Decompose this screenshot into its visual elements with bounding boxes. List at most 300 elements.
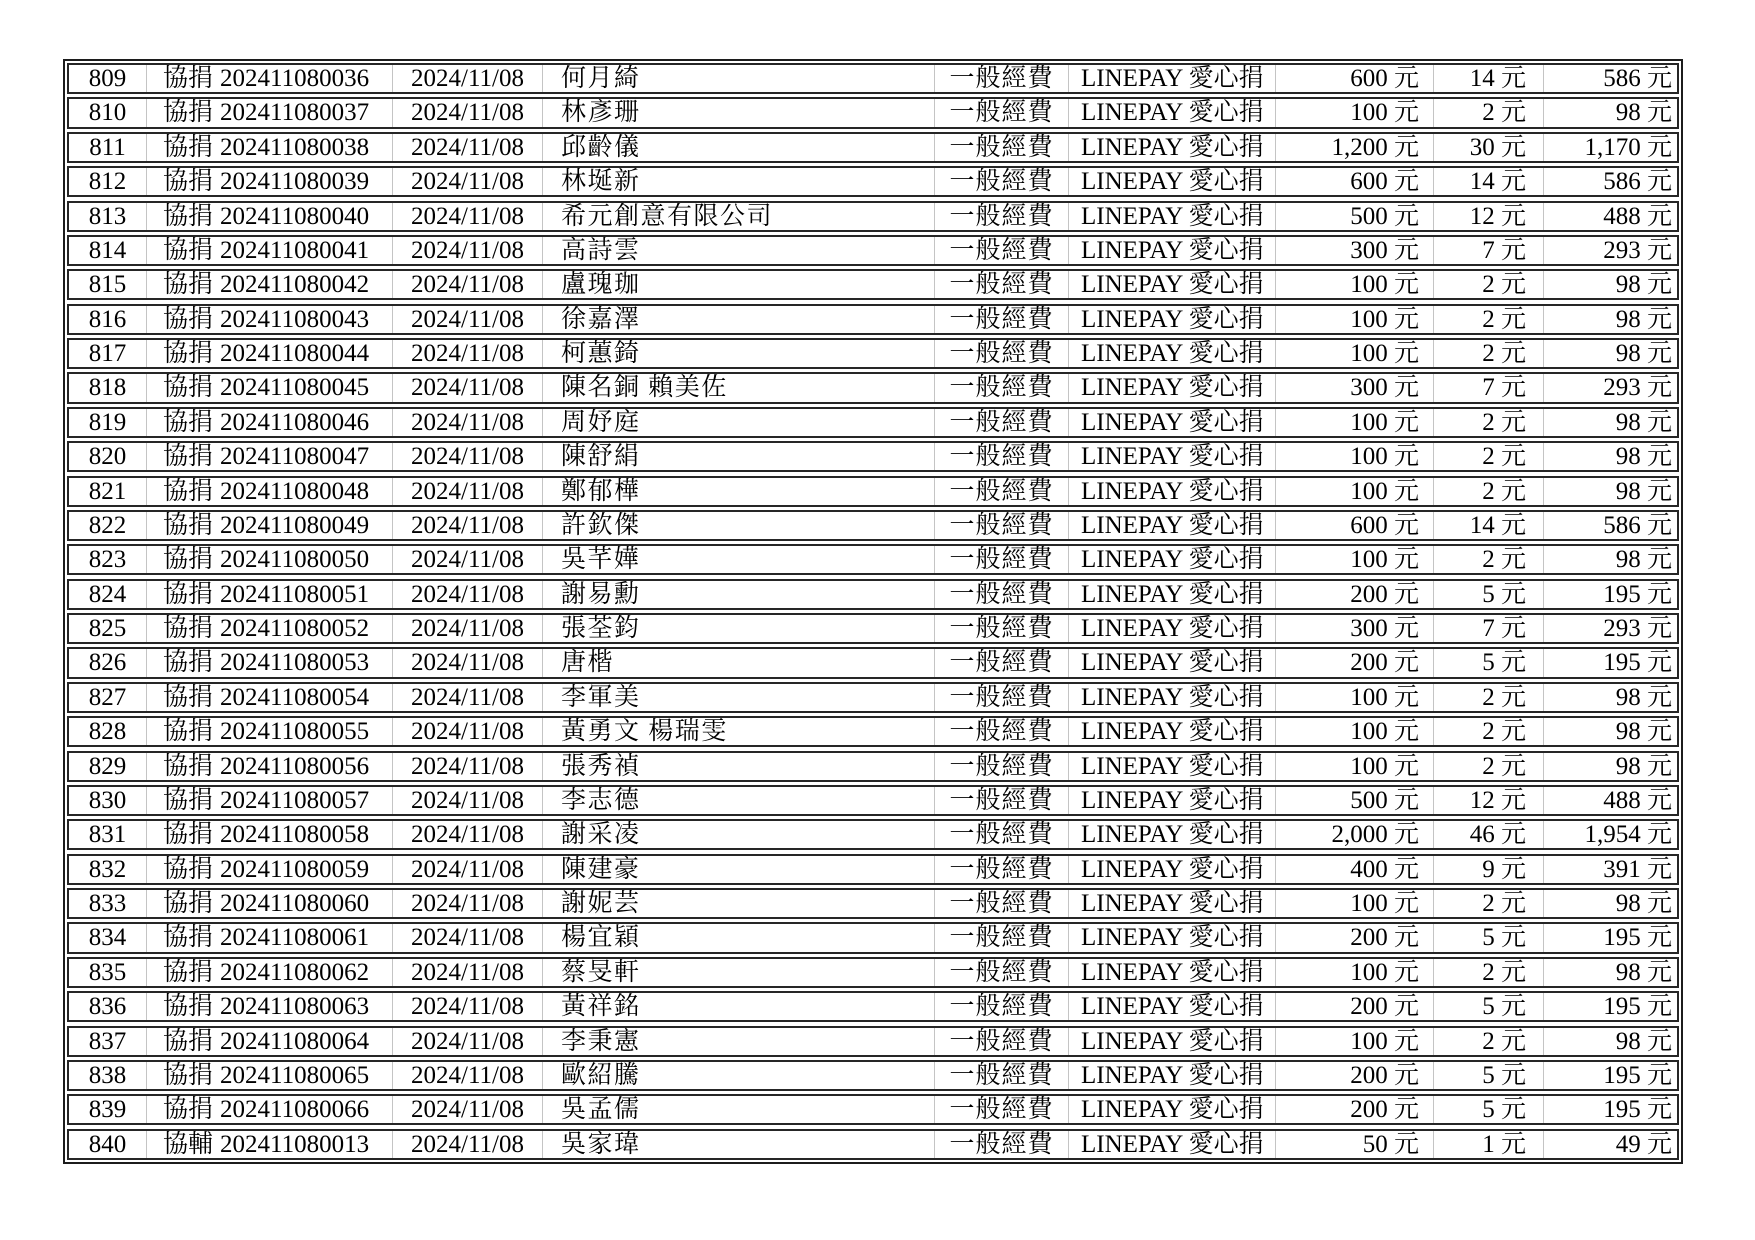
table-row xyxy=(67,338,1679,369)
cell-donor-name: 張秀禎 xyxy=(542,753,934,780)
receipt-id: 202411080053 xyxy=(220,649,370,677)
cell-receipt xyxy=(146,340,392,367)
cell-donation-channel: LINEPAY 愛心捐 xyxy=(1068,168,1275,195)
table-row xyxy=(67,922,1679,953)
receipt-type: 協捐 xyxy=(163,580,214,608)
cell-fund-type: 一般經費 xyxy=(934,684,1068,711)
table-row xyxy=(67,476,1679,507)
table-row xyxy=(67,716,1679,747)
cell-donation-channel: LINEPAY 愛心捐 xyxy=(1068,65,1275,92)
cell-donation-channel: LINEPAY 愛心捐 xyxy=(1068,821,1275,848)
cell-fee: 9 元 xyxy=(1433,856,1543,883)
receipt-id: 202411080054 xyxy=(220,683,370,711)
cell-receipt xyxy=(146,1131,392,1158)
cell-fee: 5 元 xyxy=(1433,649,1543,676)
receipt-id: 202411080052 xyxy=(220,615,370,643)
cell-amount: 400 元 xyxy=(1275,856,1433,883)
receipt-type: 協捐 xyxy=(163,99,214,127)
cell-donation-channel: LINEPAY 愛心捐 xyxy=(1068,890,1275,917)
receipt-id: 202411080036 xyxy=(220,65,370,93)
cell-net-amount: 586 元 xyxy=(1543,512,1677,539)
cell-receipt xyxy=(146,649,392,676)
table-row xyxy=(67,854,1679,885)
receipt-id: 202411080046 xyxy=(220,408,370,436)
table-row xyxy=(67,1094,1679,1125)
cell-receipt xyxy=(146,306,392,333)
cell-receipt xyxy=(146,134,392,161)
cell-amount: 500 元 xyxy=(1275,203,1433,230)
cell-amount: 100 元 xyxy=(1275,1028,1433,1055)
receipt-type: 協捐 xyxy=(163,1096,214,1124)
cell-date: 2024/11/08 xyxy=(392,237,542,264)
cell-fee: 7 元 xyxy=(1433,374,1543,401)
cell-donor-name: 謝易勳 xyxy=(542,581,934,608)
cell-date: 2024/11/08 xyxy=(392,409,542,436)
cell-net-amount: 293 元 xyxy=(1543,615,1677,642)
cell-fund-type: 一般經費 xyxy=(934,134,1068,161)
cell-donation-channel: LINEPAY 愛心捐 xyxy=(1068,443,1275,470)
cell-fee: 2 元 xyxy=(1433,546,1543,573)
cell-net-amount: 98 元 xyxy=(1543,1028,1677,1055)
cell-receipt xyxy=(146,890,392,917)
cell-fee: 2 元 xyxy=(1433,409,1543,436)
cell-row-number: 836 xyxy=(88,993,127,1021)
cell-date: 2024/11/08 xyxy=(392,478,542,505)
cell-donor-name: 高詩雲 xyxy=(542,237,934,264)
receipt-type: 協捐 xyxy=(163,924,214,952)
cell-fund-type: 一般經費 xyxy=(934,649,1068,676)
cell-amount: 1,200 元 xyxy=(1275,134,1433,161)
cell-row-number: 838 xyxy=(88,1061,127,1089)
cell-amount: 300 元 xyxy=(1275,374,1433,401)
cell-net-amount: 98 元 xyxy=(1543,753,1677,780)
cell-receipt xyxy=(146,512,392,539)
cell-date: 2024/11/08 xyxy=(392,306,542,333)
cell-fee: 12 元 xyxy=(1433,203,1543,230)
cell-fund-type: 一般經費 xyxy=(934,443,1068,470)
cell-date: 2024/11/08 xyxy=(392,890,542,917)
cell-receipt xyxy=(146,993,392,1020)
cell-date: 2024/11/08 xyxy=(392,134,542,161)
cell-donor-name: 謝妮芸 xyxy=(542,890,934,917)
cell-receipt xyxy=(146,65,392,92)
cell-date: 2024/11/08 xyxy=(392,718,542,745)
cell-fund-type: 一般經費 xyxy=(934,168,1068,195)
table-row xyxy=(67,63,1679,94)
cell-row-number: 814 xyxy=(88,236,127,264)
cell-row-number: 835 xyxy=(88,958,127,986)
cell-fee: 14 元 xyxy=(1433,512,1543,539)
cell-receipt xyxy=(146,959,392,986)
cell-amount: 200 元 xyxy=(1275,993,1433,1020)
receipt-id: 202411080062 xyxy=(220,958,370,986)
receipt-type: 協捐 xyxy=(163,855,214,883)
receipt-id: 202411080039 xyxy=(220,168,370,196)
cell-fund-type: 一般經費 xyxy=(934,1096,1068,1123)
table-row xyxy=(67,1060,1679,1091)
table-row xyxy=(67,819,1679,850)
cell-fund-type: 一般經費 xyxy=(934,753,1068,780)
cell-amount: 200 元 xyxy=(1275,1062,1433,1089)
receipt-id: 202411080043 xyxy=(220,305,370,333)
cell-donation-channel: LINEPAY 愛心捐 xyxy=(1068,649,1275,676)
cell-donor-name: 張荃鈞 xyxy=(542,615,934,642)
receipt-id: 202411080045 xyxy=(220,374,370,402)
cell-date: 2024/11/08 xyxy=(392,546,542,573)
cell-row-number: 831 xyxy=(88,821,127,849)
cell-donor-name: 吳家瑋 xyxy=(542,1131,934,1158)
cell-fee: 12 元 xyxy=(1433,787,1543,814)
cell-date: 2024/11/08 xyxy=(392,1131,542,1158)
cell-receipt xyxy=(146,718,392,745)
table-row xyxy=(67,613,1679,644)
cell-fund-type: 一般經費 xyxy=(934,856,1068,883)
cell-net-amount: 195 元 xyxy=(1543,924,1677,951)
cell-donor-name: 陳名銅 賴美佐 xyxy=(542,374,934,401)
table-row xyxy=(67,269,1679,300)
receipt-type: 協捐 xyxy=(163,65,214,93)
receipt-type: 協捐 xyxy=(163,1027,214,1055)
cell-fund-type: 一般經費 xyxy=(934,890,1068,917)
cell-amount: 300 元 xyxy=(1275,237,1433,264)
cell-receipt xyxy=(146,1062,392,1089)
cell-fund-type: 一般經費 xyxy=(934,924,1068,951)
cell-donor-name: 歐紹騰 xyxy=(542,1062,934,1089)
cell-receipt xyxy=(146,478,392,505)
cell-donation-channel: LINEPAY 愛心捐 xyxy=(1068,718,1275,745)
cell-amount: 200 元 xyxy=(1275,924,1433,951)
cell-donation-channel: LINEPAY 愛心捐 xyxy=(1068,684,1275,711)
cell-donor-name: 林埏新 xyxy=(542,168,934,195)
cell-amount: 600 元 xyxy=(1275,65,1433,92)
cell-receipt xyxy=(146,99,392,126)
cell-fee: 5 元 xyxy=(1433,924,1543,951)
receipt-type: 協捐 xyxy=(163,133,214,161)
cell-net-amount: 488 元 xyxy=(1543,787,1677,814)
cell-row-number: 811 xyxy=(89,133,126,161)
table-row xyxy=(67,579,1679,610)
cell-net-amount: 98 元 xyxy=(1543,340,1677,367)
cell-date: 2024/11/08 xyxy=(392,959,542,986)
receipt-type: 協捐 xyxy=(163,202,214,230)
receipt-type: 協捐 xyxy=(163,546,214,574)
cell-donor-name: 楊宜穎 xyxy=(542,924,934,951)
receipt-type: 協捐 xyxy=(163,958,214,986)
cell-amount: 100 元 xyxy=(1275,546,1433,573)
cell-row-number: 837 xyxy=(88,1027,127,1055)
cell-row-number: 819 xyxy=(88,408,127,436)
table-row xyxy=(67,441,1679,472)
cell-row-number: 816 xyxy=(88,305,127,333)
cell-receipt xyxy=(146,168,392,195)
cell-date: 2024/11/08 xyxy=(392,649,542,676)
cell-date: 2024/11/08 xyxy=(392,512,542,539)
table-row xyxy=(67,166,1679,197)
cell-donor-name: 李秉憲 xyxy=(542,1028,934,1055)
cell-row-number: 830 xyxy=(88,786,127,814)
cell-amount: 100 元 xyxy=(1275,890,1433,917)
receipt-type: 協捐 xyxy=(163,511,214,539)
receipt-id: 202411080060 xyxy=(220,890,370,918)
table-row xyxy=(67,751,1679,782)
cell-donor-name: 鄭郁樺 xyxy=(542,478,934,505)
cell-donation-channel: LINEPAY 愛心捐 xyxy=(1068,237,1275,264)
cell-net-amount: 488 元 xyxy=(1543,203,1677,230)
cell-donation-channel: LINEPAY 愛心捐 xyxy=(1068,856,1275,883)
cell-net-amount: 98 元 xyxy=(1543,546,1677,573)
receipt-type: 協輔 xyxy=(163,1130,214,1158)
table-row xyxy=(67,304,1679,335)
receipt-id: 202411080048 xyxy=(220,477,370,505)
cell-fund-type: 一般經費 xyxy=(934,581,1068,608)
cell-row-number: 815 xyxy=(88,271,127,299)
cell-net-amount: 98 元 xyxy=(1543,959,1677,986)
cell-amount: 100 元 xyxy=(1275,959,1433,986)
cell-donation-channel: LINEPAY 愛心捐 xyxy=(1068,959,1275,986)
receipt-type: 協捐 xyxy=(163,821,214,849)
receipt-type: 協捐 xyxy=(163,408,214,436)
cell-fee: 46 元 xyxy=(1433,821,1543,848)
cell-donor-name: 希元創意有限公司 xyxy=(542,203,934,230)
cell-row-number: 833 xyxy=(88,890,127,918)
receipt-type: 協捐 xyxy=(163,718,214,746)
cell-fee: 2 元 xyxy=(1433,890,1543,917)
cell-net-amount: 586 元 xyxy=(1543,65,1677,92)
cell-date: 2024/11/08 xyxy=(392,787,542,814)
cell-receipt xyxy=(146,443,392,470)
table-row xyxy=(67,785,1679,816)
cell-row-number: 827 xyxy=(88,683,127,711)
cell-date: 2024/11/08 xyxy=(392,374,542,401)
cell-fee: 2 元 xyxy=(1433,959,1543,986)
cell-amount: 300 元 xyxy=(1275,615,1433,642)
cell-row-number: 812 xyxy=(88,168,127,196)
cell-date: 2024/11/08 xyxy=(392,615,542,642)
cell-donation-channel: LINEPAY 愛心捐 xyxy=(1068,271,1275,298)
cell-fund-type: 一般經費 xyxy=(934,1131,1068,1158)
cell-fund-type: 一般經費 xyxy=(934,340,1068,367)
table-row xyxy=(67,682,1679,713)
cell-receipt xyxy=(146,1096,392,1123)
receipt-type: 協捐 xyxy=(163,649,214,677)
cell-net-amount: 1,954 元 xyxy=(1543,821,1677,848)
cell-receipt xyxy=(146,821,392,848)
cell-amount: 200 元 xyxy=(1275,1096,1433,1123)
cell-net-amount: 195 元 xyxy=(1543,993,1677,1020)
receipt-type: 協捐 xyxy=(163,1061,214,1089)
receipt-type: 協捐 xyxy=(163,271,214,299)
cell-fund-type: 一般經費 xyxy=(934,512,1068,539)
table-row xyxy=(67,888,1679,919)
cell-amount: 2,000 元 xyxy=(1275,821,1433,848)
table-row xyxy=(67,372,1679,403)
receipt-type: 協捐 xyxy=(163,236,214,264)
cell-amount: 100 元 xyxy=(1275,306,1433,333)
cell-donor-name: 周妤庭 xyxy=(542,409,934,436)
cell-amount: 100 元 xyxy=(1275,684,1433,711)
cell-fee: 2 元 xyxy=(1433,340,1543,367)
cell-net-amount: 293 元 xyxy=(1543,374,1677,401)
receipt-id: 202411080038 xyxy=(220,133,370,161)
cell-donation-channel: LINEPAY 愛心捐 xyxy=(1068,134,1275,161)
cell-net-amount: 98 元 xyxy=(1543,718,1677,745)
receipt-id: 202411080061 xyxy=(220,924,370,952)
cell-fee: 7 元 xyxy=(1433,237,1543,264)
cell-net-amount: 98 元 xyxy=(1543,99,1677,126)
receipt-type: 協捐 xyxy=(163,993,214,1021)
cell-donation-channel: LINEPAY 愛心捐 xyxy=(1068,374,1275,401)
cell-row-number: 822 xyxy=(88,511,127,539)
cell-donation-channel: LINEPAY 愛心捐 xyxy=(1068,546,1275,573)
cell-receipt xyxy=(146,409,392,436)
cell-amount: 100 元 xyxy=(1275,443,1433,470)
cell-donation-channel: LINEPAY 愛心捐 xyxy=(1068,1131,1275,1158)
receipt-type: 協捐 xyxy=(163,890,214,918)
cell-fund-type: 一般經費 xyxy=(934,615,1068,642)
receipt-id: 202411080055 xyxy=(220,718,370,746)
cell-date: 2024/11/08 xyxy=(392,99,542,126)
cell-fee: 2 元 xyxy=(1433,99,1543,126)
cell-fund-type: 一般經費 xyxy=(934,1062,1068,1089)
cell-receipt xyxy=(146,856,392,883)
cell-fund-type: 一般經費 xyxy=(934,237,1068,264)
cell-donor-name: 李軍美 xyxy=(542,684,934,711)
cell-fund-type: 一般經費 xyxy=(934,409,1068,436)
table-row xyxy=(67,991,1679,1022)
cell-net-amount: 1,170 元 xyxy=(1543,134,1677,161)
cell-receipt xyxy=(146,546,392,573)
cell-net-amount: 195 元 xyxy=(1543,1062,1677,1089)
receipt-type: 協捐 xyxy=(163,786,214,814)
cell-amount: 100 元 xyxy=(1275,340,1433,367)
cell-donor-name: 徐嘉澤 xyxy=(542,306,934,333)
cell-fund-type: 一般經費 xyxy=(934,374,1068,401)
cell-donor-name: 盧瑰珈 xyxy=(542,271,934,298)
receipt-id: 202411080064 xyxy=(220,1027,370,1055)
receipt-id: 202411080051 xyxy=(220,580,370,608)
receipt-id: 202411080059 xyxy=(220,855,370,883)
receipt-type: 協捐 xyxy=(163,443,214,471)
cell-net-amount: 98 元 xyxy=(1543,271,1677,298)
cell-donor-name: 謝采凌 xyxy=(542,821,934,848)
cell-donor-name: 林彥珊 xyxy=(542,99,934,126)
cell-row-number: 839 xyxy=(88,1096,127,1124)
cell-date: 2024/11/08 xyxy=(392,684,542,711)
receipt-type: 協捐 xyxy=(163,374,214,402)
cell-row-number: 821 xyxy=(88,477,127,505)
cell-receipt xyxy=(146,753,392,780)
cell-fee: 2 元 xyxy=(1433,718,1543,745)
cell-receipt xyxy=(146,615,392,642)
cell-donor-name: 何月綺 xyxy=(542,65,934,92)
cell-date: 2024/11/08 xyxy=(392,581,542,608)
cell-amount: 100 元 xyxy=(1275,271,1433,298)
table-row xyxy=(67,132,1679,163)
receipt-id: 202411080037 xyxy=(220,99,370,127)
cell-receipt xyxy=(146,581,392,608)
table-row xyxy=(67,647,1679,678)
cell-receipt xyxy=(146,787,392,814)
cell-donor-name: 蔡旻軒 xyxy=(542,959,934,986)
cell-fund-type: 一般經費 xyxy=(934,65,1068,92)
cell-donor-name: 許欽傑 xyxy=(542,512,934,539)
cell-net-amount: 98 元 xyxy=(1543,684,1677,711)
cell-date: 2024/11/08 xyxy=(392,65,542,92)
cell-receipt xyxy=(146,203,392,230)
cell-fund-type: 一般經費 xyxy=(934,993,1068,1020)
cell-fund-type: 一般經費 xyxy=(934,959,1068,986)
cell-donor-name: 黃勇文 楊瑞雯 xyxy=(542,718,934,745)
cell-donation-channel: LINEPAY 愛心捐 xyxy=(1068,1062,1275,1089)
cell-date: 2024/11/08 xyxy=(392,1062,542,1089)
table-row xyxy=(67,407,1679,438)
cell-net-amount: 98 元 xyxy=(1543,443,1677,470)
cell-net-amount: 293 元 xyxy=(1543,237,1677,264)
receipt-id: 202411080044 xyxy=(220,340,370,368)
cell-fee: 30 元 xyxy=(1433,134,1543,161)
cell-date: 2024/11/08 xyxy=(392,821,542,848)
cell-net-amount: 195 元 xyxy=(1543,581,1677,608)
cell-net-amount: 98 元 xyxy=(1543,890,1677,917)
cell-donor-name: 陳舒絹 xyxy=(542,443,934,470)
cell-fee: 5 元 xyxy=(1433,1096,1543,1123)
cell-fee: 2 元 xyxy=(1433,271,1543,298)
cell-donation-channel: LINEPAY 愛心捐 xyxy=(1068,924,1275,951)
cell-fee: 14 元 xyxy=(1433,65,1543,92)
cell-donation-channel: LINEPAY 愛心捐 xyxy=(1068,306,1275,333)
table-row xyxy=(67,510,1679,541)
table-row xyxy=(67,1026,1679,1057)
receipt-id: 202411080013 xyxy=(220,1130,370,1158)
cell-date: 2024/11/08 xyxy=(392,856,542,883)
table-row xyxy=(67,235,1679,266)
cell-date: 2024/11/08 xyxy=(392,443,542,470)
receipt-id: 202411080047 xyxy=(220,443,370,471)
cell-fund-type: 一般經費 xyxy=(934,306,1068,333)
cell-donor-name: 黃祥銘 xyxy=(542,993,934,1020)
receipt-id: 202411080056 xyxy=(220,752,370,780)
cell-donation-channel: LINEPAY 愛心捐 xyxy=(1068,581,1275,608)
receipt-type: 協捐 xyxy=(163,615,214,643)
cell-fund-type: 一般經費 xyxy=(934,787,1068,814)
cell-amount: 200 元 xyxy=(1275,581,1433,608)
receipt-id: 202411080065 xyxy=(220,1061,370,1089)
cell-fee: 2 元 xyxy=(1433,478,1543,505)
receipt-id: 202411080050 xyxy=(220,546,370,574)
cell-receipt xyxy=(146,924,392,951)
receipt-type: 協捐 xyxy=(163,477,214,505)
cell-date: 2024/11/08 xyxy=(392,340,542,367)
cell-row-number: 825 xyxy=(88,615,127,643)
cell-row-number: 818 xyxy=(88,374,127,402)
cell-date: 2024/11/08 xyxy=(392,1096,542,1123)
cell-row-number: 824 xyxy=(88,580,127,608)
cell-donor-name: 吳孟儒 xyxy=(542,1096,934,1123)
cell-fee: 2 元 xyxy=(1433,753,1543,780)
cell-donor-name: 柯蕙錡 xyxy=(542,340,934,367)
cell-fund-type: 一般經費 xyxy=(934,1028,1068,1055)
cell-donation-channel: LINEPAY 愛心捐 xyxy=(1068,1028,1275,1055)
receipt-type: 協捐 xyxy=(163,168,214,196)
cell-donation-channel: LINEPAY 愛心捐 xyxy=(1068,409,1275,436)
cell-row-number: 813 xyxy=(88,202,127,230)
cell-donation-channel: LINEPAY 愛心捐 xyxy=(1068,340,1275,367)
cell-amount: 50 元 xyxy=(1275,1131,1433,1158)
cell-amount: 600 元 xyxy=(1275,512,1433,539)
cell-row-number: 823 xyxy=(88,546,127,574)
cell-amount: 500 元 xyxy=(1275,787,1433,814)
receipt-type: 協捐 xyxy=(163,340,214,368)
